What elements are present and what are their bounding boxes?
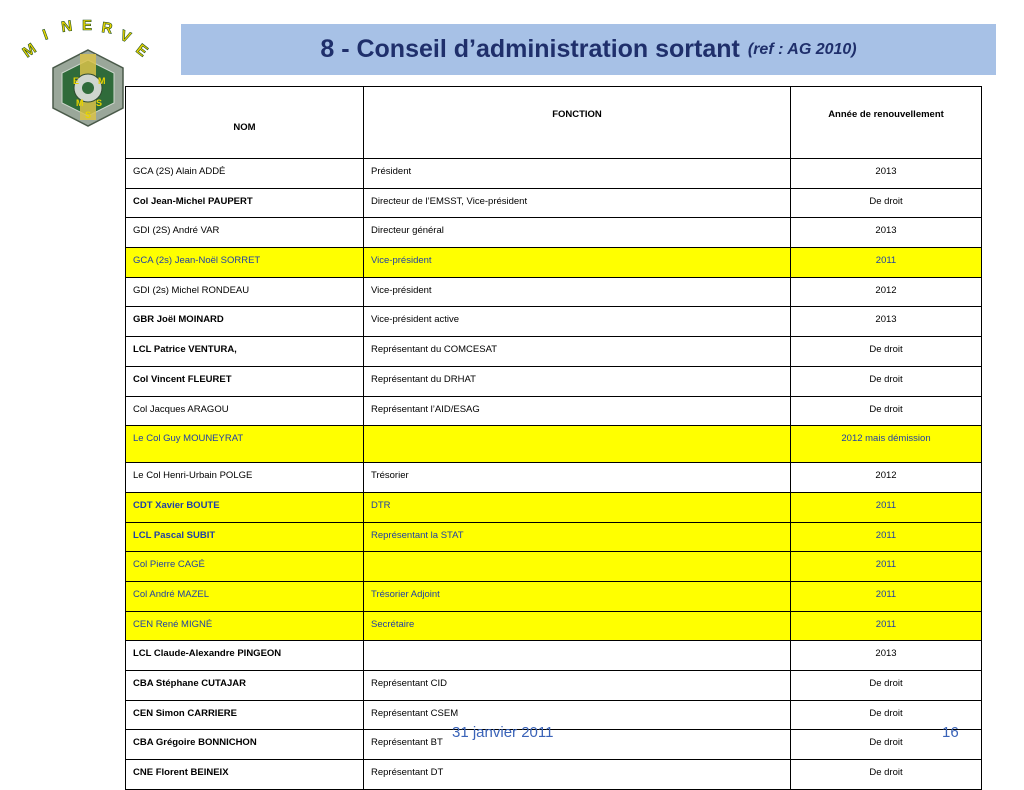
table-row [126,730,982,760]
table-row [126,463,982,493]
row-nom: Col Vincent FLEURET [126,366,364,396]
logo-inner-s: S [96,98,103,108]
logo-inner-s2: S [85,110,92,120]
row-nom: CBA Grégoire BONNICHON [126,730,364,760]
row-nom: Le Col Henri-Urbain POLGE [126,463,364,493]
table-row [126,337,982,367]
table-row [126,159,982,189]
row-fonction [364,552,791,582]
row-annee: De droit [791,396,982,426]
table-row [126,581,982,611]
row-nom: GCA (2S) Alain ADDÉ [126,159,364,189]
table-row [126,396,982,426]
table-row [126,671,982,701]
row-nom: Le Col Guy MOUNEYRAT [126,426,364,463]
table-row [126,277,982,307]
row-annee: De droit [791,366,982,396]
row-annee: 2012 mais démission [791,426,982,463]
row-nom: LCL Pascal SUBIT [126,522,364,552]
logo-letter-e: E [82,18,93,34]
row-annee: 2011 [791,248,982,278]
row-nom: CDT Xavier BOUTE [126,492,364,522]
row-fonction: Représentant CID [364,671,791,701]
table-row [126,522,982,552]
board-table [125,86,982,790]
logo-inner-m: M [98,76,106,86]
header-fonction: FONCTION [364,87,791,159]
logo-emblem [53,50,123,126]
row-fonction: Directeur de l’EMSST, Vice-président [364,188,791,218]
row-annee: 2013 [791,218,982,248]
slide-subtitle: (ref : AG 2010) [747,40,857,58]
header-nom: NOM [126,87,364,159]
row-nom: CEN Simon CARRIERE [126,700,364,730]
row-fonction: Vice-président [364,248,791,278]
row-fonction: Représentant CSEM [364,700,791,730]
logo-inner-m2: M [76,98,84,108]
row-fonction: Représentant la STAT [364,522,791,552]
row-fonction: Représentant l’AID/ESAG [364,396,791,426]
row-annee: 2013 [791,159,982,189]
row-nom: CNE Florent BEINEIX [126,760,364,790]
row-annee: De droit [791,337,982,367]
row-nom: GBR Joël MOINARD [126,307,364,337]
row-nom: Col Pierre CAGÉ [126,552,364,582]
row-fonction: Représentant du COMCESAT [364,337,791,367]
row-nom: LCL Patrice VENTURA, [126,337,364,367]
row-annee: De droit [791,188,982,218]
row-fonction: DTR [364,492,791,522]
slide-title: 8 - Conseil d’administration sortant [320,35,740,63]
logo-letter-n: N [60,18,74,36]
logo-letter-v: V [117,26,134,47]
row-fonction: Vice-président [364,277,791,307]
footer-date: 31 janvier 2011 [452,724,554,741]
row-annee: 2011 [791,611,982,641]
title-bar [181,24,996,75]
table-row [126,307,982,337]
row-fonction: Directeur général [364,218,791,248]
logo-letter-e2: E [132,40,151,61]
logo-letter-m: M [19,40,40,62]
row-fonction [364,641,791,671]
row-fonction: Trésorier [364,463,791,493]
logo-inner-e: E [73,76,80,86]
row-nom: GCA (2s) Jean-Noël SORRET [126,248,364,278]
row-annee: 2011 [791,552,982,582]
row-nom: CBA Stéphane CUTAJAR [126,671,364,701]
page-number: 16 [942,724,959,741]
row-annee: De droit [791,760,982,790]
row-annee: De droit [791,730,982,760]
row-nom: GDI (2s) Michel RONDEAU [126,277,364,307]
row-fonction: Représentant du DRHAT [364,366,791,396]
row-fonction [364,426,791,463]
row-nom: LCL Claude-Alexandre PINGEON [126,641,364,671]
row-fonction: Représentant DT [364,760,791,790]
table-row [126,611,982,641]
table-row [126,641,982,671]
row-annee: 2012 [791,463,982,493]
table-row [126,492,982,522]
table-row [126,760,982,790]
row-fonction: Président [364,159,791,189]
table-row [126,426,982,463]
row-annee: 2012 [791,277,982,307]
header-annee: Année de renouvellement [791,87,982,159]
row-annee: 2013 [791,307,982,337]
row-annee: 2011 [791,522,982,552]
row-nom: GDI (2S) André VAR [126,218,364,248]
row-annee: 2013 [791,641,982,671]
table-row [126,248,982,278]
table-body [126,159,982,790]
row-nom: Col André MAZEL [126,581,364,611]
table-row [126,188,982,218]
row-fonction: Secrétaire [364,611,791,641]
table-row [126,552,982,582]
table-header-row [126,87,982,159]
row-fonction: Représentant BT [364,730,791,760]
table-row [126,218,982,248]
row-annee: De droit [791,671,982,701]
row-nom: CEN René MIGNÉ [126,611,364,641]
row-annee: 2011 [791,581,982,611]
table-row [126,366,982,396]
logo-letter-r: R [100,19,114,38]
row-nom: Col Jacques ARAGOU [126,396,364,426]
row-fonction: Trésorier Adjoint [364,581,791,611]
row-annee: 2011 [791,492,982,522]
logo-letter-i: I [40,26,51,44]
row-annee: De droit [791,700,982,730]
row-fonction: Vice-président active [364,307,791,337]
table-row [126,700,982,730]
row-nom: Col Jean-Michel PAUPERT [126,188,364,218]
